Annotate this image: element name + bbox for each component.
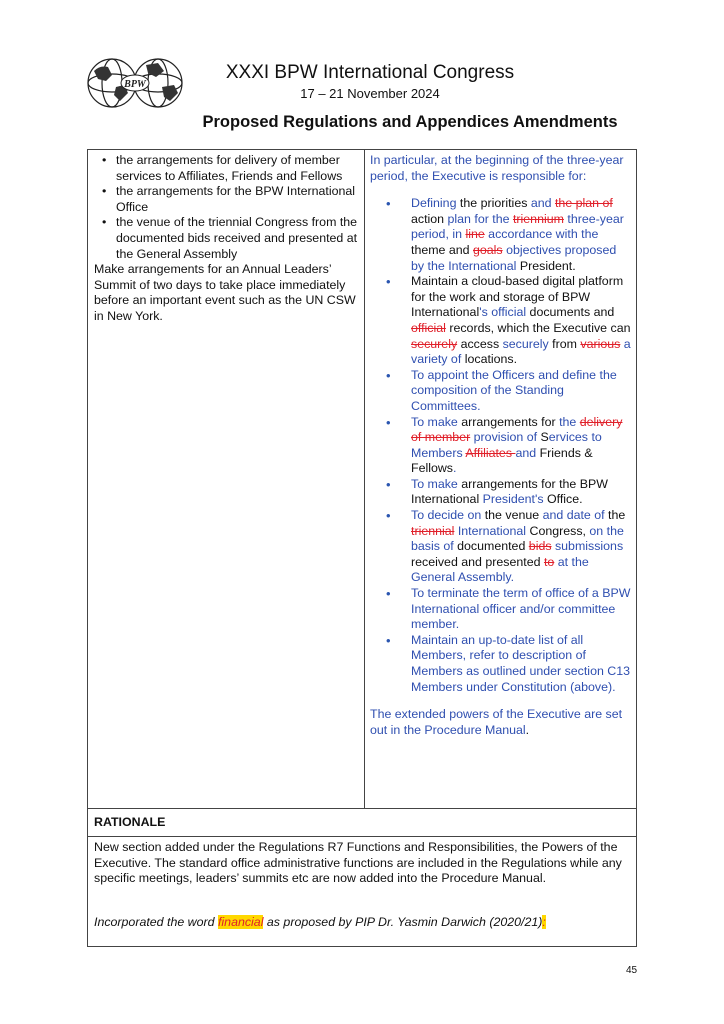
inserted-text: President's	[482, 492, 544, 507]
unchanged-text: Friends & Fellows	[411, 445, 593, 476]
proposed-item	[411, 196, 632, 274]
current-bullet: • the venue of the triennial Congress from the documented bids received and presented at the General Assembly	[116, 215, 360, 262]
unchanged-text: received and presented	[411, 554, 544, 569]
proposed-item	[411, 633, 632, 695]
current-bullet: • the arrangements for delivery of member services to Affiliates, Friends and Fellows	[116, 153, 360, 184]
inserted-text: Defining	[411, 196, 457, 211]
page-number: 45	[626, 965, 638, 976]
proposed-item	[411, 415, 632, 477]
inserted-text: provision of	[470, 430, 538, 445]
unchanged-text: the venue	[481, 508, 543, 523]
unchanged-text: Congress,	[526, 523, 590, 538]
amendments-table	[87, 149, 637, 809]
bpw-logo	[86, 57, 184, 109]
deleted-text: the plan of	[554, 196, 613, 211]
note-colon: :	[542, 915, 546, 929]
unchanged-text: locations.	[461, 352, 518, 367]
inserted-text: and	[530, 196, 552, 211]
inserted-text: on the basis of	[411, 523, 624, 554]
inserted-text: and	[515, 445, 537, 460]
proposed-closing	[370, 707, 632, 738]
unchanged-text: Maintain a cloud-based digital platform for the work and storage of BPW International	[411, 274, 624, 320]
unchanged-text: documents and	[526, 305, 615, 320]
inserted-text: at the General Assembly.	[411, 554, 589, 585]
deleted-text: delivery of member	[411, 414, 623, 445]
unchanged-text: documented	[453, 539, 529, 554]
inserted-text: Maintain an up-to-date list of all Members, refer to description of Members as outlined under section C13 Members under Constitution (above).	[411, 632, 631, 694]
rationale-text: New section added under the Regulations R7 Functions and Responsibilities, the Powers of the Executive. The standard office administrative functions are included in the Regulations while any specific meetings, leaders’ summits etc are now added into the Procedure Manual.	[94, 840, 622, 886]
proposed-item	[411, 368, 632, 415]
inserted-text: 's official	[479, 305, 527, 320]
inserted-text: to Members	[411, 430, 602, 460]
logo-text: BPW	[124, 79, 146, 90]
inserted-text: International	[454, 523, 527, 538]
deleted-text: securely	[411, 336, 458, 351]
current-text-column	[94, 153, 360, 325]
inserted-text: three-year period, in	[411, 211, 624, 242]
congress-dates: 17 – 21 November 2024	[300, 86, 440, 101]
unchanged-text: the priorities	[456, 196, 531, 211]
inserted-text: .	[453, 461, 457, 476]
deleted-text: line	[465, 227, 485, 242]
current-bullet: • the arrangements for the BPW International Office	[116, 184, 360, 215]
proposed-text-column	[370, 153, 632, 738]
inserted-text: To decide on	[411, 508, 482, 523]
closing-period: .	[525, 722, 530, 737]
note-before: Incorporated the word	[94, 915, 218, 929]
unchanged-text: from	[548, 336, 581, 351]
inserted-text: To make	[411, 414, 458, 429]
proposed-item	[411, 508, 632, 586]
inserted-text: objectives proposed by the International	[411, 242, 617, 273]
inserted-text: To make	[411, 476, 458, 491]
inserted-text: a variety of	[411, 336, 631, 367]
deleted-text: various	[580, 336, 621, 351]
unchanged-text: President.	[516, 258, 576, 273]
leaders-summit-paragraph: Make arrangements for an Annual Leaders’ Summit of two days to take place immediately before an important event such as the UN CSW in New York.	[94, 262, 356, 323]
closing-text: The extended powers of the Executive are set out in the Procedure Manual	[370, 707, 623, 737]
rationale-note	[94, 915, 632, 931]
column-divider	[364, 150, 365, 808]
deleted-text: bids	[528, 539, 552, 554]
deleted-text: goals	[473, 242, 503, 257]
inserted-text: plan for the	[447, 211, 510, 226]
unchanged-text: Office.	[543, 492, 583, 507]
highlighted-word: financial	[217, 915, 264, 929]
unchanged-text: records, which the Executive can	[445, 320, 631, 335]
rationale-row	[87, 836, 637, 947]
inserted-text: the	[559, 414, 577, 429]
unchanged-text: theme and	[411, 242, 473, 257]
note-after: as proposed by PIP Dr. Yasmin Darwich (2020/21)	[263, 915, 543, 929]
proposed-item	[411, 586, 632, 633]
inserted-text: submissions	[551, 539, 624, 554]
proposed-item	[411, 274, 632, 368]
inserted-text: To terminate the term of office of a BPW International officer and/or committee member.	[411, 586, 631, 632]
rationale-label: RATIONALE	[94, 815, 166, 829]
inserted-text: ervices	[548, 430, 588, 445]
current-bullets	[94, 153, 360, 262]
inserted-text: the	[581, 227, 599, 242]
inserted-text: securely	[502, 336, 549, 351]
unchanged-text: arrangements for the BPW International	[411, 476, 608, 507]
unchanged-text: S	[537, 430, 549, 445]
unchanged-text: arrangements for	[457, 414, 560, 429]
unchanged-text: the	[604, 508, 626, 523]
unchanged-text: action	[411, 211, 448, 226]
inserted-text: To appoint the Officers and define the composition of the Standing Committees.	[411, 367, 617, 413]
proposed-intro: In particular, at the beginning of the three-year period, the Executive is responsible for:	[370, 153, 624, 183]
inserted-text: accordance with	[484, 227, 578, 242]
deleted-text: triennial	[411, 523, 455, 538]
congress-title: XXXI BPW International Congress	[225, 62, 515, 83]
proposed-bullets	[370, 196, 632, 695]
document-heading: Proposed Regulations and Appendices Amendments	[202, 113, 618, 131]
rationale-header-row	[87, 808, 637, 837]
unchanged-text: access	[457, 336, 503, 351]
deleted-text: to	[543, 554, 555, 569]
deleted-text: triennium	[512, 211, 564, 226]
deleted-text: Affiliates	[465, 445, 516, 460]
proposed-item	[411, 477, 632, 508]
deleted-text: official	[411, 320, 446, 335]
inserted-text: and date of	[542, 508, 605, 523]
